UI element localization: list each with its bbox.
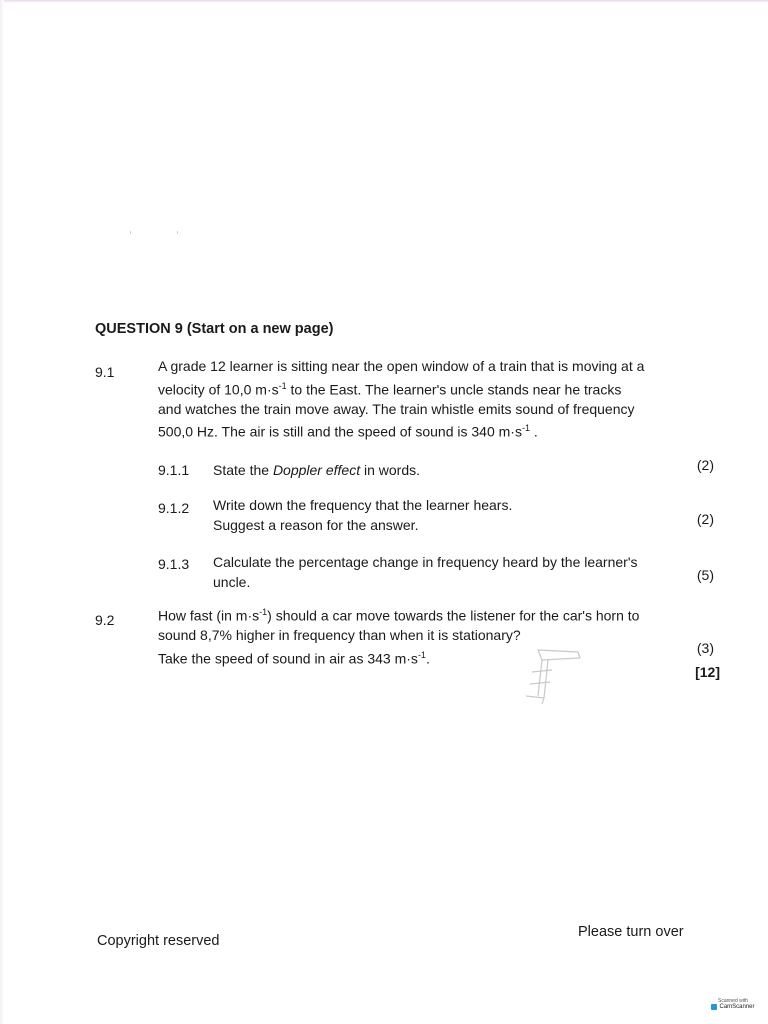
q911-text-before: State the xyxy=(213,462,273,478)
question-9-1-line-4 xyxy=(158,419,684,442)
scanner-brand-name: CamScanner xyxy=(719,1004,755,1010)
speed-unit-exponent: -1 xyxy=(521,423,530,434)
question-9-1-1-text xyxy=(213,461,420,481)
question-number-9-1: 9.1 xyxy=(95,364,115,380)
question-9-2-line-1 xyxy=(158,603,639,626)
q92-line3-end: . xyxy=(425,650,430,667)
question-9-1-text xyxy=(158,357,684,442)
question-number-9-1-1: 9.1.1 xyxy=(158,462,190,478)
q911-text-after: in words. xyxy=(360,462,421,478)
camscanner-logo-icon xyxy=(711,1004,717,1010)
question-9-1-2-line-2: Suggest a reason for the answer. xyxy=(213,516,419,533)
question-9-1-line-2-rest: to the East. The learner's uncle stands near he tracks xyxy=(286,381,622,398)
question-9-1-3-text xyxy=(213,553,683,592)
question-9-1-line-3: and watches the train move away. The train whistle emits sound of frequency xyxy=(158,400,635,417)
speed-of-sound-text: 500,0 Hz. The air is still and the speed of sound is 340 m·s xyxy=(158,423,522,440)
q92-line3-start: Take the speed of sound in air as 343 m·s xyxy=(158,650,418,667)
question-9-1-3-line-2: uncle. xyxy=(213,573,251,590)
page-left-edge xyxy=(0,0,4,1024)
page-top-edge xyxy=(0,0,768,3)
doppler-effect-term: Doppler effect xyxy=(272,462,361,478)
question-number-9-2: 9.2 xyxy=(95,612,115,628)
question-9-1-line-1: A grade 12 learner is sitting near the open window of a train that is moving at a xyxy=(158,358,645,374)
scan-speck xyxy=(177,231,178,234)
q92-line1-start: How fast (in m·s xyxy=(158,607,260,624)
question-9-1-3-line-1: Calculate the percentage change in frequency heard by the learner's xyxy=(213,554,638,570)
q92-line3-exponent: -1 xyxy=(417,649,426,660)
scanner-watermark xyxy=(706,998,760,1016)
scan-speck xyxy=(130,231,131,234)
q92-unit-exponent: -1 xyxy=(259,607,268,617)
question-9-2-line-2: sound 8,7% higher in frequency than when it is stationary? xyxy=(158,627,521,644)
velocity-unit-exponent: -1 xyxy=(278,380,287,391)
velocity-unit-text: velocity of 10,0 m·s xyxy=(158,381,279,398)
question-number-9-1-2: 9.1.2 xyxy=(158,500,190,516)
scanner-watermark-caption: Scanned with xyxy=(717,998,749,1004)
footer-turn-over: Please turn over xyxy=(578,924,684,940)
question-heading: QUESTION 9 (Start on a new page) xyxy=(95,321,334,337)
faint-stamp-mark xyxy=(508,638,588,708)
footer-copyright: Copyright reserved xyxy=(97,933,220,949)
scanner-brand xyxy=(711,1004,754,1010)
marks-9-1-1: (2) xyxy=(696,457,714,473)
question-9-1-2-line-1: Write down the frequency that the learner hears. xyxy=(213,497,513,513)
marks-9-1-3: (5) xyxy=(696,567,714,583)
question-9-1-line-4-end: . xyxy=(529,423,538,440)
question-9-1-line-2 xyxy=(158,377,684,400)
question-number-9-1-3: 9.1.3 xyxy=(158,556,190,572)
marks-9-2: (3) xyxy=(696,640,714,656)
marks-9-1-2: (2) xyxy=(696,511,714,527)
total-marks: [12] xyxy=(695,664,720,680)
question-9-1-2-text xyxy=(213,496,512,535)
q92-line1-end: ) should a car move towards the listener for the car's horn to xyxy=(267,607,640,624)
